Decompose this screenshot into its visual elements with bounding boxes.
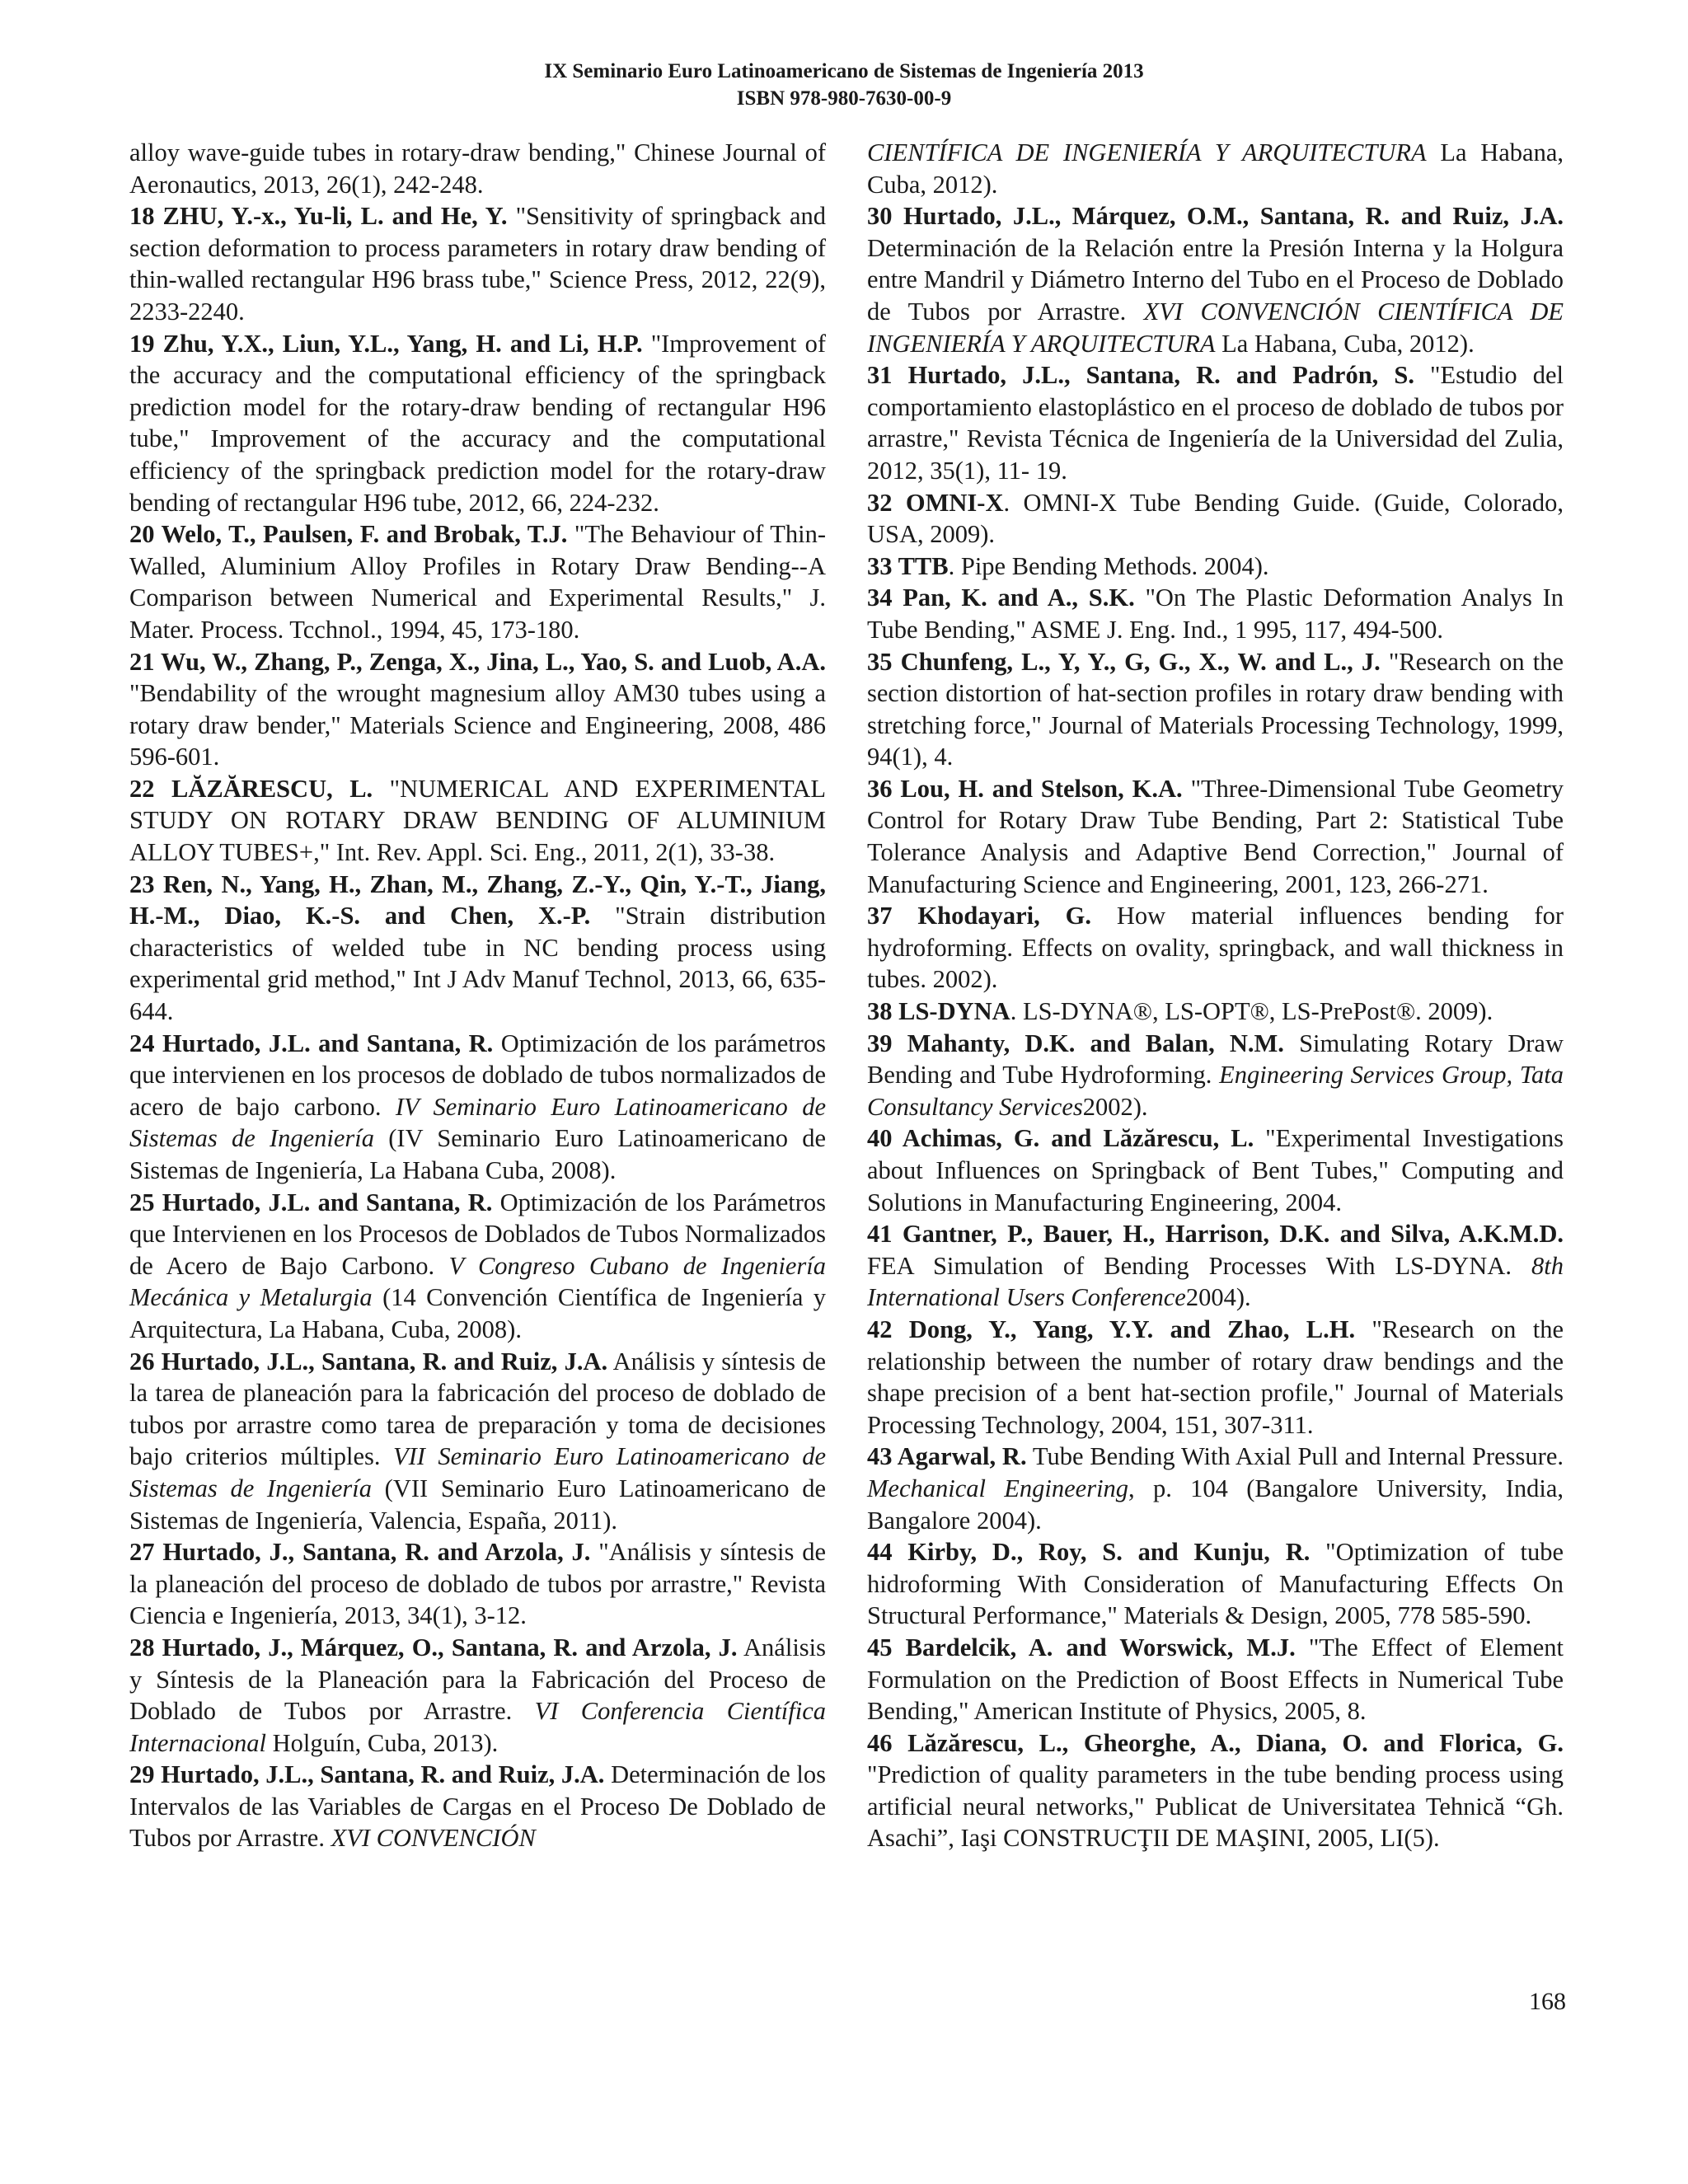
reference-text: "Improvement of the accuracy and the computational efficiency of the springback prediction model for the rotary-draw bending of rectangular H96 tube," Improvement of the accuracy and the computational efficiency of the springback prediction model for the rotary-draw bending of rectangular H96 tube, 2012, 66, 224-232.: [129, 329, 826, 517]
reference-authors: 45 Bardelcik, A. and Worswick, M.J.: [867, 1633, 1296, 1661]
reference-authors: 37 Khodayari, G.: [867, 902, 1091, 930]
reference-venue: VII Seminario Euro Latinoamericano de Sistemas de Ingeniería: [129, 1442, 826, 1502]
reference-item: [867, 773, 1564, 900]
reference-text: "The Effect of Element Formulation on the Prediction of Boost Effects in Numerical Tube Bending," American Institute of Physics, 2005, 8.: [867, 1633, 1564, 1726]
reference-item: [867, 137, 1564, 200]
reference-tail: , p. 104 (Bangalore University, India, Bangalore 2004).: [867, 1474, 1564, 1535]
reference-text: "Estudio del comportamiento elastoplástico en el proceso de doblado de tubos por arrastre," Revista Técnica de Ingeniería de la Universidad del Zulia, 2012, 35(1), 11- 19.: [867, 361, 1564, 485]
reference-text: How material influences bending for hydroforming. Effects on ovality, springback, and wall thickness in tubes. 2002).: [867, 902, 1564, 994]
reference-tail: Holguín, Cuba, 2013).: [266, 1728, 499, 1757]
reference-tail: 2002).: [1082, 1092, 1148, 1121]
reference-authors: 41 Gantner, P., Bauer, H., Harrison, D.K. and Silva, A.K.M.D.: [867, 1220, 1564, 1249]
reference-item: [129, 646, 826, 773]
reference-venue: 8th International Users Conference: [867, 1251, 1564, 1312]
reference-text: "Research on the relationship between the number of rotary draw bendings and the shape precision of a bent hat-section profile," Journal of Materials Processing Technology, 2004, 151, 307-311.: [867, 1315, 1564, 1439]
isbn-line: ISBN 978-980-7630-00-9: [736, 87, 952, 110]
reference-item: [867, 582, 1564, 645]
reference-authors: 23 Ren, N., Yang, H., Zhan, M., Zhang, Z.-Y., Qin, Y.-T., Jiang, H.-M., Diao, K.-S. and Chen, X.-P.: [129, 869, 826, 930]
reference-item: [129, 137, 826, 200]
reference-text: "Strain distribution characteristics of welded tube in NC bending process using experimental grid method," Int J Adv Manuf Technol, 2013, 66, 635-644.: [129, 902, 826, 1026]
reference-item: [867, 200, 1564, 359]
reference-item: [129, 1346, 826, 1537]
reference-text: . LS-DYNA®, LS-OPT®, LS-PrePost®. 2009).: [1010, 997, 1493, 1026]
page-number: 168: [1529, 1988, 1566, 2015]
reference-authors: 38 LS-DYNA: [867, 997, 1010, 1026]
reference-authors: 35 Chunfeng, L., Y, Y., G, G., X., W. and L., J.: [867, 647, 1381, 676]
page-header: [0, 58, 1688, 112]
right-column: [867, 137, 1564, 1854]
reference-item: [867, 1314, 1564, 1441]
reference-venue: XVI CONVENCIÓN: [331, 1824, 536, 1853]
reference-text: FEA Simulation of Bending Processes With LS-DYNA.: [867, 1251, 1532, 1280]
reference-text: . OMNI-X Tube Bending Guide. (Guide, Colorado, USA, 2009).: [867, 488, 1564, 549]
reference-authors: 19 Zhu, Y.X., Liun, Y.L., Yang, H. and Li, H.P.: [129, 329, 643, 358]
conference-title: IX Seminario Euro Latinoamericano de Sistemas de Ingeniería 2013: [544, 60, 1144, 82]
reference-text: Simulating Rotary Draw Bending and Tube Hydroforming.: [867, 1029, 1564, 1090]
reference-authors: 43 Agarwal, R.: [867, 1442, 1027, 1471]
reference-text: "Research on the section distortion of hat-section profiles in rotary draw bending with stretching force," Journal of Materials Processing Technology, 1999, 94(1), 4.: [867, 647, 1564, 771]
reference-text: "NUMERICAL AND EXPERIMENTAL STUDY ON ROTARY DRAW BENDING OF ALUMINIUM ALLOY TUBES+," Int. Rev. Appl. Sci. Eng., 2011, 2(1), 33-38.: [129, 774, 827, 867]
reference-tail: La Habana, Cuba, 2012).: [867, 138, 1564, 199]
reference-text: "On The Plastic Deformation Analys In Tube Bending," ASME J. Eng. Ind., 1 995, 117, 494-500.: [867, 583, 1564, 644]
reference-item: [867, 359, 1564, 486]
reference-venue: V Congreso Cubano de Ingeniería Mecánica y Metalurgia: [129, 1251, 826, 1312]
reference-authors: 39 Mahanty, D.K. and Balan, N.M.: [867, 1029, 1284, 1057]
reference-authors: 26 Hurtado, J.L., Santana, R. and Ruiz, J.A.: [129, 1347, 608, 1376]
reference-authors: 46 Lăzărescu, L., Gheorghe, A., Diana, O. and Florica, G.: [867, 1728, 1564, 1757]
reference-text: Tube Bending With Axial Pull and Internal Pressure.: [1026, 1442, 1564, 1471]
reference-item: [129, 869, 826, 1028]
reference-text: Análisis y Síntesis de la Planeación para la Fabricación del Proceso de Doblado de Tubos por Arrastre.: [129, 1633, 827, 1726]
reference-authors: 25 Hurtado, J.L. and Santana, R.: [129, 1188, 493, 1216]
reference-item: [129, 1028, 826, 1187]
reference-authors: 36 Lou, H. and Stelson, K.A.: [867, 774, 1183, 803]
reference-authors: 33 TTB: [867, 551, 949, 580]
reference-authors: 40 Achimas, G. and Lăzărescu, L.: [867, 1124, 1254, 1153]
reference-venue: Engineering Services Group, Tata Consultancy Services: [867, 1061, 1564, 1121]
reference-venue: XVI CONVENCIÓN CIENTÍFICA DE INGENIERÍA Y ARQUITECTURA: [867, 297, 1564, 358]
reference-authors: 29 Hurtado, J.L., Santana, R. and Ruiz, J.A.: [129, 1760, 605, 1789]
reference-authors: 34 Pan, K. and A., S.K.: [867, 583, 1135, 612]
reference-item: [867, 1218, 1564, 1314]
reference-authors: 24 Hurtado, J.L. and Santana, R.: [129, 1029, 494, 1057]
reference-item: [867, 487, 1564, 551]
reference-venue: CIENTÍFICA DE INGENIERÍA Y ARQUITECTURA: [867, 138, 1427, 166]
reference-venue: VI Conferencia Científica Internacional: [129, 1697, 827, 1757]
reference-text: "The Behaviour of Thin-Walled, Aluminium Alloy Profiles in Rotary Draw Bending--A Comparison between Numerical and Experimental Results," J. Mater. Process. Tcchnol., 1994, 45, 173-180.: [129, 520, 826, 644]
reference-authors: 20 Welo, T., Paulsen, F. and Brobak, T.J.: [129, 520, 568, 549]
reference-authors: 30 Hurtado, J.L., Márquez, O.M., Santana, R. and Ruiz, J.A.: [867, 202, 1564, 231]
reference-authors: 18 ZHU, Y.-x., Yu-li, L. and He, Y.: [129, 202, 508, 231]
reference-authors: 27 Hurtado, J., Santana, R. and Arzola, J.: [129, 1538, 591, 1567]
reference-item: [867, 1122, 1564, 1218]
reference-text: Determinación de la Relación entre la Presión Interna y la Holgura entre Mandril y Diámetro Interno del Tubo en el Proceso de Doblado de Tubos por Arrastre.: [867, 233, 1564, 326]
reference-item: [867, 900, 1564, 996]
reference-text: Optimización de los parámetros que intervienen en los procesos de doblado de tubos normalizados de acero de bajo carbono.: [129, 1029, 826, 1121]
reference-text: "Sensitivity of springback and section deformation to process parameters in rotary draw bending of thin-walled rectangular H96 brass tube," Science Press, 2012, 22(9), 2233-2240.: [129, 202, 826, 326]
reference-item: [867, 1441, 1564, 1536]
reference-item: [867, 551, 1564, 583]
reference-authors: 31 Hurtado, J.L., Santana, R. and Padrón, S.: [867, 361, 1414, 390]
reference-text: "Análisis y síntesis de la planeación del proceso de doblado de tubos por arrastre," Revista Ciencia e Ingeniería, 2013, 34(1), 3-12.: [129, 1538, 826, 1630]
reference-item: [867, 646, 1564, 773]
reference-tail: (IV Seminario Euro Latinoamericano de Sistemas de Ingeniería, La Habana Cuba, 2008).: [129, 1124, 826, 1184]
reference-tail: (VII Seminario Euro Latinoamericano de Sistemas de Ingeniería, Valencia, España, 2011).: [129, 1474, 827, 1535]
reference-authors: 21 Wu, W., Zhang, P., Zenga, X., Jina, L., Yao, S. and Luob, A.A.: [129, 647, 826, 676]
reference-item: [129, 1536, 826, 1632]
reference-tail: La Habana, Cuba, 2012).: [1215, 329, 1475, 358]
reference-item: [867, 1536, 1564, 1632]
reference-authors: 42 Dong, Y., Yang, Y.Y. and Zhao, L.H.: [867, 1315, 1356, 1343]
reference-item: [867, 1727, 1564, 1854]
reference-item: [867, 1028, 1564, 1123]
reference-venue: Mechanical Engineering: [867, 1474, 1129, 1502]
reference-authors: 32 OMNI-X: [867, 488, 1004, 517]
reference-venue: IV Seminario Euro Latinoamericano de Sistemas de Ingeniería: [129, 1092, 826, 1153]
reference-text: Determinación de los Intervalos de las Variables de Cargas en el Proceso De Doblado de Tubos por Arrastre.: [129, 1760, 826, 1853]
reference-item: [129, 1632, 826, 1759]
reference-text: "Prediction of quality parameters in the tube bending process using artificial neural networks," Publicat de Universitatea Tehnică “Gh. Asachi”, Iaşi CONSTRUCŢII DE MAŞINI, 2005, LI(5).: [867, 1760, 1564, 1853]
reference-text: . Pipe Bending Methods. 2004).: [948, 551, 1269, 580]
reference-text: "Bendability of the wrought magnesium alloy AM30 tubes using a rotary draw bender," Materials Science and Engineering, 2008, 486 596-601.: [129, 679, 826, 771]
reference-item: [129, 328, 826, 519]
reference-tail: (14 Convención Científica de Ingeniería y Arquitectura, La Habana, Cuba, 2008).: [129, 1283, 826, 1343]
reference-text: "Optimization of tube hidroforming With Consideration of Manufacturing Effects On Structural Performance," Materials & Design, 2005, 778 585-590.: [867, 1538, 1564, 1630]
reference-item: [867, 996, 1564, 1028]
reference-item: [129, 200, 826, 327]
left-column: [129, 137, 826, 1854]
reference-authors: 22 LĂZĂRESCU, L.: [129, 774, 373, 803]
reference-item: [129, 773, 826, 869]
reference-authors: 44 Kirby, D., Roy, S. and Kunju, R.: [867, 1538, 1311, 1567]
reference-item: [129, 1759, 826, 1854]
reference-text: "Experimental Investigations about Influences on Springback of Bent Tubes," Computing and Solutions in Manufacturing Engineering, 2004.: [867, 1124, 1564, 1216]
reference-text: Optimización de los Parámetros que Intervienen en los Procesos de Doblados de Tubos Normalizados de Acero de Bajo Carbono.: [129, 1188, 827, 1280]
reference-tail: 2004).: [1185, 1283, 1251, 1312]
reference-item: [129, 518, 826, 645]
reference-text: alloy wave-guide tubes in rotary-draw bending," Chinese Journal of Aeronautics, 2013, 26(1), 242-248.: [129, 138, 826, 199]
reference-item: [867, 1632, 1564, 1727]
reference-text: "Three-Dimensional Tube Geometry Control for Rotary Draw Tube Bending, Part 2: Statistical Tube Tolerance Analysis and Adaptive Bend Correction," Journal of Manufacturing Science and Engineering, 2001, 123, 266-271.: [867, 774, 1564, 898]
reference-item: [129, 1187, 826, 1346]
reference-authors: 28 Hurtado, J., Márquez, O., Santana, R. and Arzola, J.: [129, 1633, 738, 1661]
reference-text: Análisis y síntesis de la tarea de planeación para la fabricación del proceso de doblado de tubos por arrastre como tarea de preparación y toma de decisiones bajo criterios múltiples.: [129, 1347, 826, 1471]
